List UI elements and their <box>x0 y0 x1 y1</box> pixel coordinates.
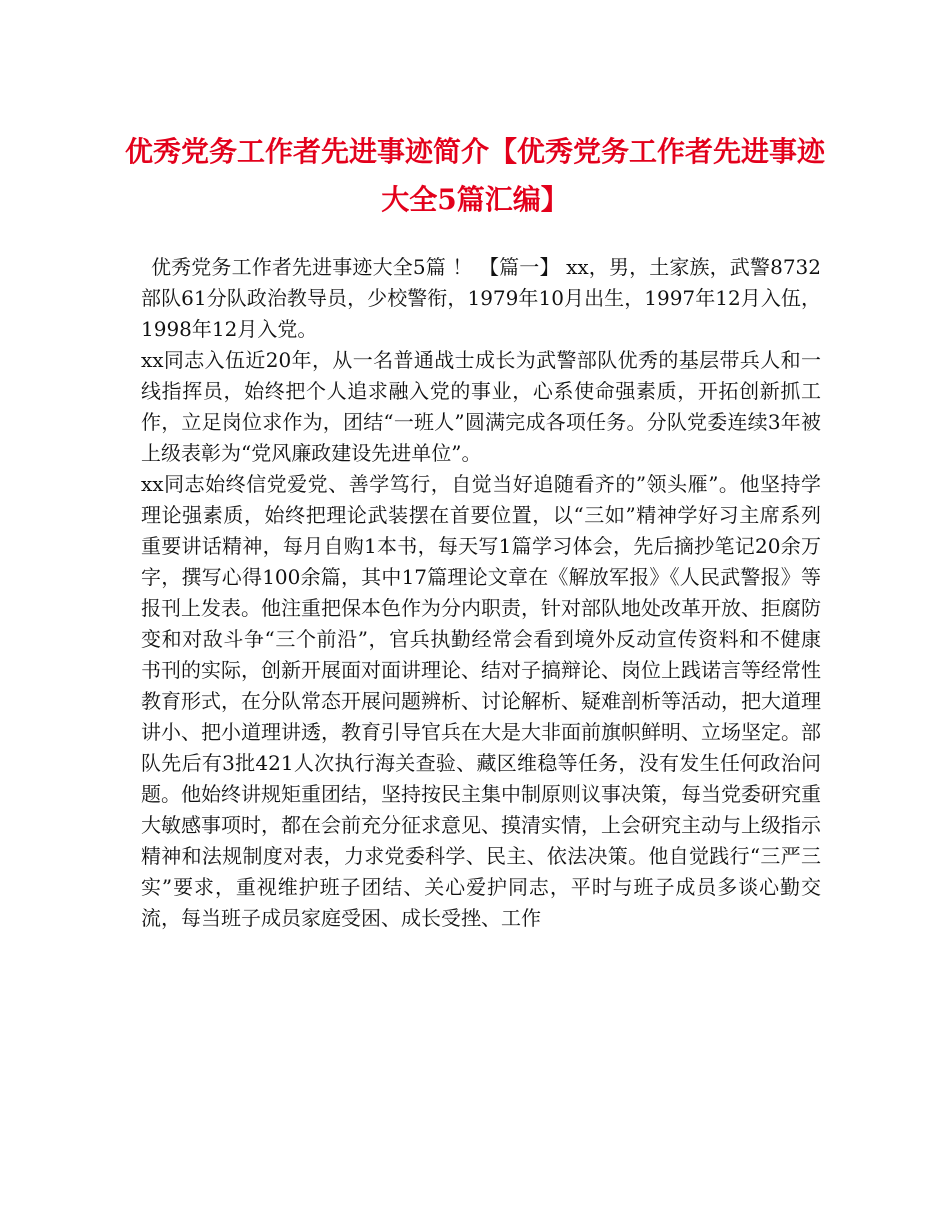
paragraph-summary: xx同志入伍近20年，从一名普通战士成长为武警部队优秀的基层带兵人和一线指挥员，始终把个人追求融入党的事业，心系使命强素质，开拓创新抓工作，立足岗位求作为，团结“一班人”圆满完成各项任务。分队党委连续3年被上级表彰为“党风廉政建设先进单位”。 <box>141 348 821 465</box>
paragraph-intro: 优秀党务工作者先进事迹大全5篇 ！ 【篇一】 xx，男，土家族，武警8732部队61分队政治教导员，少校警衔，1979年10月出生，1997年12月入伍，1998年12月入党。 <box>141 255 821 341</box>
document-title: 优秀党务工作者先进事迹简介【优秀党务工作者先进事迹大全5篇汇编】 <box>124 135 825 216</box>
document-body <box>141 252 821 934</box>
paragraph-details: xx同志始终信党爱党、善学笃行，自觉当好追随看齐的”领头雁”。他坚持学理论强素质，始终把理论武装摆在首要位置，以“三如”精神学好习主席系列重要讲话精神，每月自购1本书，每天写1篇学习体会，先后摘抄笔记20余万字，撰写心得100余篇，其中17篇理论文章在《解放军报》《人民武警报》等报刊上发表。他注重把保本色作为分内职责，针对部队地处改革开放、拒腐防变和对敌斗争“三个前沿”，官兵执勤经常会看到境外反动宣传资料和不健康书刊的实际，创新开展面对面讲理论、结对子搞辩论、岗位上践诺言等经常性教育形式，在分队常态开展问题辨析、讨论解析、疑难剖析等活动，把大道理讲小、把小道理讲透，教育引导官兵在大是大非面前旗帜鲜明、立场坚定。部队先后有3批421人次执行海关查验、藏区维稳等任务，没有发生任何政治问题。他始终讲规矩重团结，坚持按民主集中制原则议事决策，每当党委研究重大敏感事项时，都在会前充分征求意见、摸清实情，上会研究主动与上级指示精神和法规制度对表，力求党委科学、民主、依法决策。他自觉践行“三严三实”要求，重视维护班子团结、关心爱护同志，平时与班子成员多谈心勤交流，每当班子成员家庭受困、成长受挫、工作 <box>141 472 821 930</box>
